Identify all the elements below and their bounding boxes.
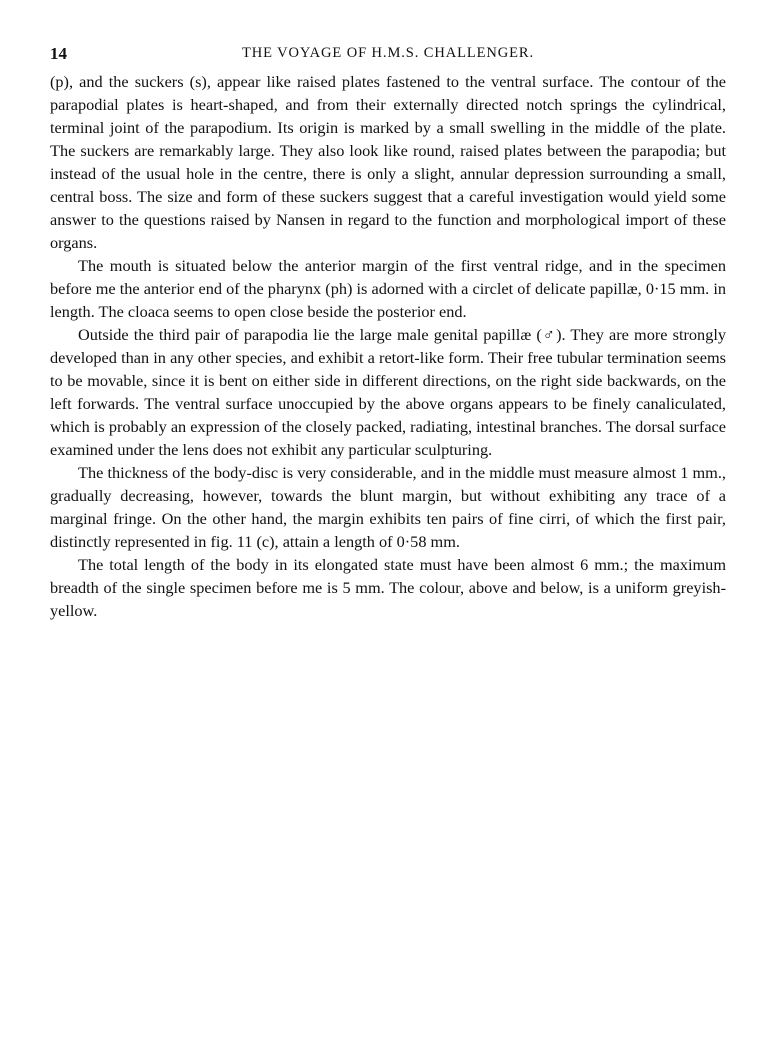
paragraph-total-length: The total length of the body in its elongated state must have been almost 6 mm.; the maximum breadth of the single specimen before me is 5 mm. The colour, above and below, is a uniform greyish-yellow. [50,555,726,620]
paragraph-body-disc: The thickness of the body-disc is very considerable, and in the middle must measure almost 1 mm., gradually decreasing, however, towards the blunt margin, but without exhibiting any trace of a marginal fringe. On the other hand, the margin exhibits ten pairs of fine cirri, of which the first pair, distinctly represented in fig. 11 (c), attain a length of 0·58 mm. [50,463,726,551]
paragraph-suckers: (p), and the suckers (s), appear like raised plates fastened to the ventral surface. The contour of the parapodial plates is heart-shaped, and from their externally directed notch springs the cylindrical, terminal joint of the parapodium. Its origin is marked by a small swelling in the middle of the plate. The suckers are remarkably large. They also look like round, raised plates between the parapodia; but instead of the usual hole in the centre, there is only a slight, annular depression surrounding a small, central boss. The size and form of these suckers suggest that a careful investigation would yield some answer to the questions raised by Nansen in regard to the function and morphological import of these organs. [50,72,726,252]
body-text [50,70,726,622]
running-title: THE VOYAGE OF H.M.S. CHALLENGER. [242,45,534,61]
paragraph-mouth: The mouth is situated below the anterior margin of the first ventral ridge, and in the specimen before me the anterior end of the pharynx (ph) is adorned with a circlet of delicate papillæ, 0·15 mm. in length. The cloaca seems to open close beside the posterior end. [50,256,726,321]
paragraph-genital-papillae: Outside the third pair of parapodia lie the large male genital papillæ (♂). They are more strongly developed than in any other species, and exhibit a retort-like form. Their free tubular termination seems to be movable, since it is bent on either side in different directions, on the right side backwards, on the left forwards. The ventral surface unoccupied by the above organs appears to be finely canaliculated, which is probably an expression of the closely packed, radiating, intestinal branches. The dorsal surface examined under the lens does not exhibit any particular sculpturing. [50,325,726,459]
book-page [50,44,726,622]
running-head [50,44,726,70]
page-number: 14 [50,44,67,63]
